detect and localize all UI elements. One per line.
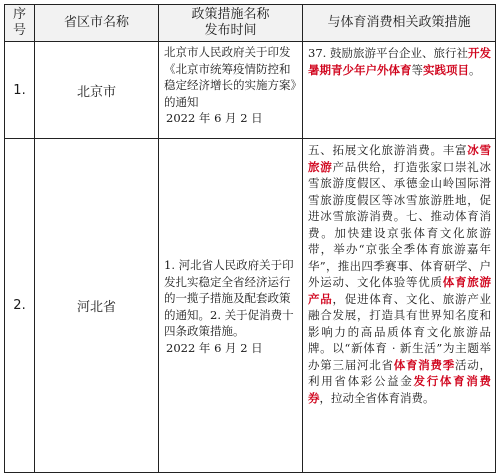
measure-text: 37. 鼓励旅游平台企业、旅行社: [308, 46, 468, 60]
row-region: 北京市: [35, 42, 159, 139]
table-row: [5, 42, 496, 139]
measure-highlight: 体育消费季: [393, 357, 455, 372]
header-policy: [159, 5, 303, 42]
measure-text: 产品供给，打造张家口崇礼冰雪旅游度假区、承德金山岭国际滑雪旅游度假区等冰雪旅游胜地，促进冰雪旅游消费。七、推动体育消费。加快建设京张体育文化旅游带，举办“京张全季体育旅游嘉年华”，推出四季赛事、体育研学、户外运动、文化体验等优质: [308, 159, 491, 289]
measure-highlight: 开发暑期青少年户外体育: [308, 46, 492, 77]
row-region: 河北省: [35, 139, 159, 473]
row-policy: [159, 139, 303, 473]
row-measures: [303, 139, 496, 473]
measure-text: 活动，利用省体彩公益金: [308, 357, 491, 388]
header-region: 省区市名称: [35, 5, 159, 42]
policy-table: [4, 4, 496, 473]
measure-text: 五、拓展文化旅游消费。丰富: [308, 143, 468, 157]
measure-highlight: 发行体育消费券: [308, 374, 492, 405]
row-seq: 2.: [5, 139, 35, 473]
table-header: [5, 5, 496, 42]
measure-highlight: 实践项目: [423, 62, 469, 77]
header-policy-line2: 发布时间: [204, 23, 257, 38]
measure-text: 等: [411, 62, 423, 77]
header-seq: [5, 5, 35, 42]
header-related: 与体育消费相关政策措施: [303, 5, 496, 42]
policy-date: 2022 年 6 月 2 日: [166, 111, 263, 125]
policy-name: 1. 河北省人民政府关于印发扎实稳定全省经济运行的一揽子措施及配套政策的通知。2. 关于促消费十四条政策措施。: [164, 258, 294, 338]
measure-text: ，拉动全省体育消费。: [319, 390, 435, 405]
measure-highlight: 体育旅游产品: [308, 275, 491, 306]
table-row: [5, 139, 496, 473]
measure-highlight: 冰雪旅游: [308, 143, 491, 174]
policy-name: 北京市人民政府关于印发《北京市统筹疫情防控和稳定经济增长的实施方案》的通知: [164, 45, 297, 109]
row-measures: [303, 42, 496, 139]
policy-date: 2022 年 6 月 2 日: [166, 340, 263, 355]
measure-text: ，促进体育、文化、旅游产业融合发展，打造具有世界知名度和影响力的高品质体育文化旅游品牌。以“新体育 · 新生活”为主题举办第三届河北省: [308, 291, 491, 372]
header-policy-line1: 政策措施名称: [191, 7, 270, 22]
header-seq-line2: 号: [12, 23, 26, 38]
header-seq-line1: 序: [12, 7, 26, 22]
measure-text: 。: [469, 62, 481, 77]
row-policy: [159, 42, 303, 139]
row-seq: 1.: [5, 42, 35, 139]
